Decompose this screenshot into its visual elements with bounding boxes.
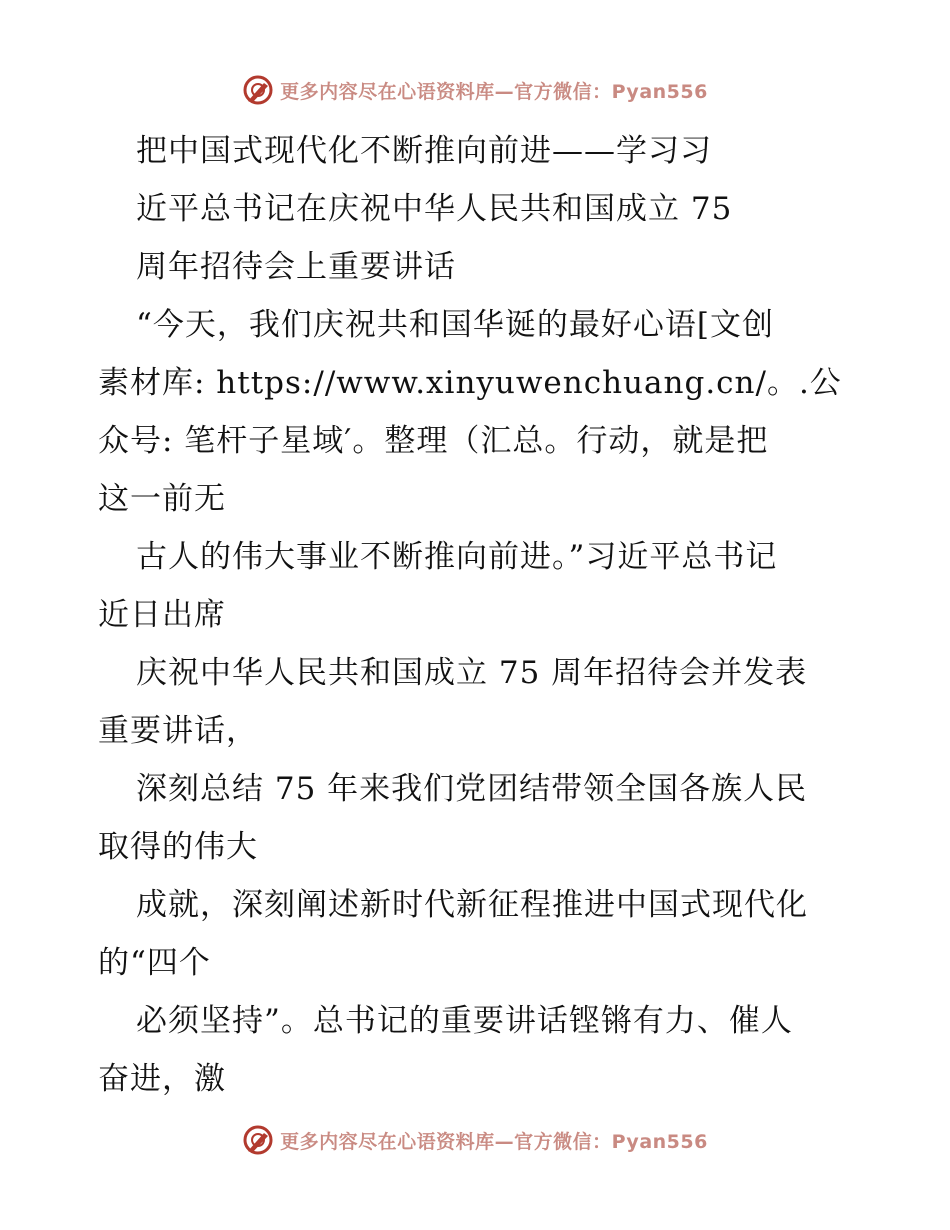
- body-line: “今天，我们庆祝共和国华诞的最好心语[文创: [136, 307, 774, 343]
- body-line: 近日出席: [98, 597, 226, 633]
- title-line-2: 近平总书记在庆祝中华人民共和国成立 75: [136, 191, 733, 227]
- pen-logo-icon: [242, 1124, 274, 1156]
- body-line: 重要讲话，: [98, 713, 258, 749]
- body-line: 众号: 笔杆子星域′。整理（汇总。行动，就是把: [98, 423, 769, 459]
- body-line: 素材库: https://www.xinyuwenchuang.cn/。.公: [98, 365, 842, 401]
- body-line: 必须坚持”。总书记的重要讲话铿锵有力、催人: [136, 1003, 793, 1039]
- body-line: 古人的伟大事业不断推向前进。”习近平总书记: [136, 539, 778, 575]
- title-line-1: 把中国式现代化不断推向前进——学习习: [136, 133, 712, 169]
- body-line: 成就，深刻阐述新时代新征程推进中国式现代化: [136, 887, 808, 923]
- header-banner-text: 更多内容尽在心语资料库—官方微信：Pyan556: [280, 80, 708, 103]
- header-banner: [0, 70, 950, 110]
- body-line: 庆祝中华人民共和国成立 75 周年招待会并发表: [136, 655, 808, 691]
- footer-banner-text: 更多内容尽在心语资料库—官方微信：Pyan556: [280, 1130, 708, 1153]
- body-line: 的“四个: [98, 945, 211, 981]
- body-line: 取得的伟大: [98, 829, 258, 865]
- body-line: 这一前无: [98, 481, 226, 517]
- pen-logo-icon: [242, 74, 274, 106]
- title-line-3: 周年招待会上重要讲话: [136, 249, 456, 285]
- document-body: [98, 122, 858, 1108]
- body-line: 深刻总结 75 年来我们党团结带领全国各族人民: [136, 771, 808, 807]
- body-line: 奋进，激: [98, 1061, 226, 1097]
- footer-banner: [0, 1120, 950, 1160]
